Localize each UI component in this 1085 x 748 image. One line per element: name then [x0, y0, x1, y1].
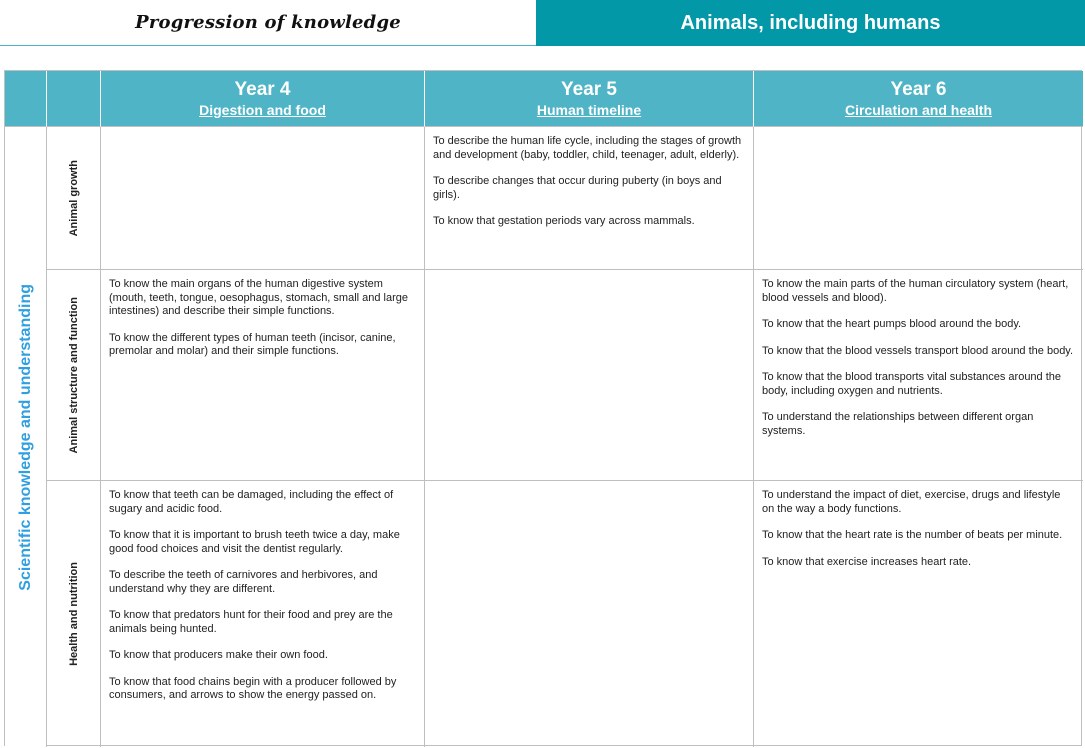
knowledge-statement: To know that food chains begin with a producer followed by consumers, and arrows to show the energy passed on.	[109, 675, 397, 701]
knowledge-table	[4, 70, 1082, 746]
progression-title: Progression of knowledge	[0, 0, 536, 46]
knowledge-statement: To know that it is important to brush teeth twice a day, make good food choices and visit the dentist regularly.	[109, 529, 400, 555]
knowledge-statement: To know that the heart pumps blood around the body.	[762, 318, 1022, 330]
knowledge-statement: To know that the blood transports vital substances around the body, including oxygen and nutrients.	[762, 371, 1062, 397]
knowledge-statement: To know that gestation periods vary across mammals.	[433, 215, 695, 227]
top-header	[0, 0, 1085, 46]
knowledge-statement: To know that teeth can be damaged, including the effect of sugary and acidic food.	[109, 489, 394, 515]
cell-row2-year6	[754, 270, 1083, 481]
column-header-year6	[754, 71, 1083, 127]
column-header-year5	[425, 71, 754, 127]
knowledge-statement: To know the main parts of the human circulatory system (heart, blood vessels and blood).	[762, 278, 1069, 304]
knowledge-statement: To know that producers make their own food.	[109, 649, 328, 661]
column-year: Year 5	[561, 78, 617, 100]
knowledge-statement: To know that exercise increases heart rate.	[762, 555, 972, 568]
knowledge-statement: To understand the relationships between different organ systems.	[762, 411, 1034, 437]
knowledge-statement: To describe the teeth of carnivores and herbivores, and understand why they are different.	[109, 569, 378, 595]
knowledge-statement: To know that the heart rate is the number of beats per minute.	[762, 529, 1063, 541]
cell-row1-year6	[754, 127, 1083, 270]
column-header-year4	[101, 71, 425, 127]
knowledge-statement: To understand the impact of diet, exercise, drugs and lifestyle on the way a body functions.	[762, 489, 1061, 515]
row-label-cell	[47, 270, 101, 481]
row-label-cell	[47, 481, 101, 747]
cell-row3-year5	[425, 481, 754, 747]
strand-label-cell	[5, 127, 47, 747]
cell-row2-year4	[101, 270, 425, 481]
knowledge-statement: To describe the human life cycle, including the stages of growth and development (baby, toddler, child, teenager, adult, elderly).	[433, 135, 742, 161]
cell-row1-year4	[101, 127, 425, 270]
header-blank-strand	[5, 71, 47, 127]
cell-row3-year4	[101, 481, 425, 747]
cell-row1-year5	[425, 127, 754, 270]
column-topic-link[interactable]: Digestion and food	[199, 101, 326, 118]
knowledge-statement: To know the different types of human teeth (incisor, canine, premolar and molar) and their simple functions.	[109, 331, 396, 357]
knowledge-statement: To know that predators hunt for their food and prey are the animals being hunted.	[109, 609, 393, 635]
cell-row3-year6	[754, 481, 1083, 747]
row-label-cell	[47, 127, 101, 270]
column-topic-link[interactable]: Human timeline	[536, 101, 642, 118]
column-year: Year 4	[234, 78, 291, 100]
subject-title: Animals, including humans	[536, 0, 1085, 46]
row-label: Animal structure and function	[67, 296, 80, 454]
row-label: Animal growth	[67, 159, 80, 237]
column-topic-link[interactable]: Circulation and health	[844, 101, 992, 118]
cell-row2-year5	[425, 270, 754, 481]
knowledge-statement: To describe changes that occur during puberty (in boys and girls).	[433, 175, 722, 201]
header-blank-row-label	[47, 71, 101, 127]
knowledge-statement: To know that the blood vessels transport blood around the body.	[762, 344, 1074, 357]
strand-label: Scientific knowledge and understanding	[16, 283, 34, 591]
knowledge-statement: To know the main organs of the human digestive system (mouth, teeth, tongue, oesophagus, stomach, small and large intestines) and describe their simple functions.	[109, 278, 409, 317]
column-year: Year 6	[890, 78, 947, 100]
row-label: Health and nutrition	[67, 562, 80, 666]
